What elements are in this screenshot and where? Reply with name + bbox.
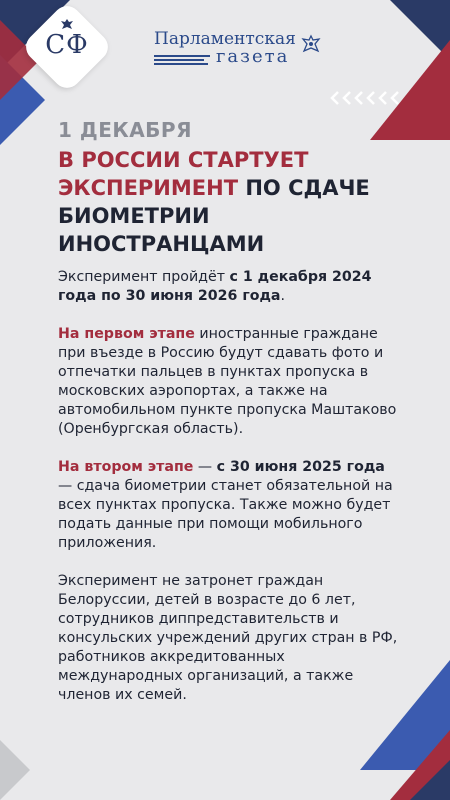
paragraph-exemptions	[58, 572, 403, 705]
eagle-icon	[60, 18, 74, 30]
date-label: 1 ДЕКАБРЯ	[58, 118, 192, 142]
stage-one-text: иностранные граждане при въезде в Россию будут сдавать фото и отпечатки пальцев в пунктах пропуска в московских аэропортах, а также на автомобильном пункте пропуска Маштаково (Оренбургская область).	[58, 326, 397, 437]
headline-part3: ПО СДАЧЕ БИОМЕТРИИ ИНОСТРАНЦАМИ	[58, 176, 370, 256]
stage-two-label: На втором этапе	[58, 459, 194, 475]
article-body	[58, 268, 403, 724]
stage-one-label: На первом этапе	[58, 326, 195, 342]
chevrons-decor	[330, 90, 410, 106]
headline	[58, 146, 398, 258]
headline-part2: ЭКСПЕРИМЕНТ	[58, 176, 239, 200]
sf-logo-text: СФ	[45, 30, 89, 60]
stage-two-date: с 30 июня 2025 года	[216, 459, 385, 475]
decor-bottom-left	[0, 740, 40, 800]
paragraph-stage-one	[58, 325, 403, 439]
p1-dates: с 1 декабря 2024 года по 30 июня 2026 года	[58, 269, 372, 304]
p1-text: Эксперимент пройдёт	[58, 269, 230, 285]
pg-logo-fineprint	[154, 54, 214, 66]
stage-two-dash: —	[193, 459, 217, 475]
coat-of-arms-icon	[300, 34, 322, 56]
stage-two-text: — сдача биометрии станет обязательной на всех пунктах пропуска. Также можно будет подать данные при помощи мобильного приложения.	[58, 478, 393, 551]
pg-logo-line2: газета	[216, 46, 290, 67]
headline-part1: В РОССИИ СТАРТУЕТ	[58, 148, 309, 172]
pg-logo-line1: Парламентская	[154, 29, 296, 49]
paragraph-dates	[58, 268, 403, 306]
decor-top-right	[330, 0, 450, 150]
p1-end: .	[280, 288, 286, 304]
exemptions-text: Эксперимент не затронет граждан Белоруссии, детей в возрасте до 6 лет, сотрудников диппредставительств и консульских учреждений других стран в РФ, работников аккредитованных международных организаций, а также членов их семей.	[58, 573, 398, 703]
pg-logo	[154, 30, 296, 66]
paragraph-stage-two	[58, 458, 403, 553]
